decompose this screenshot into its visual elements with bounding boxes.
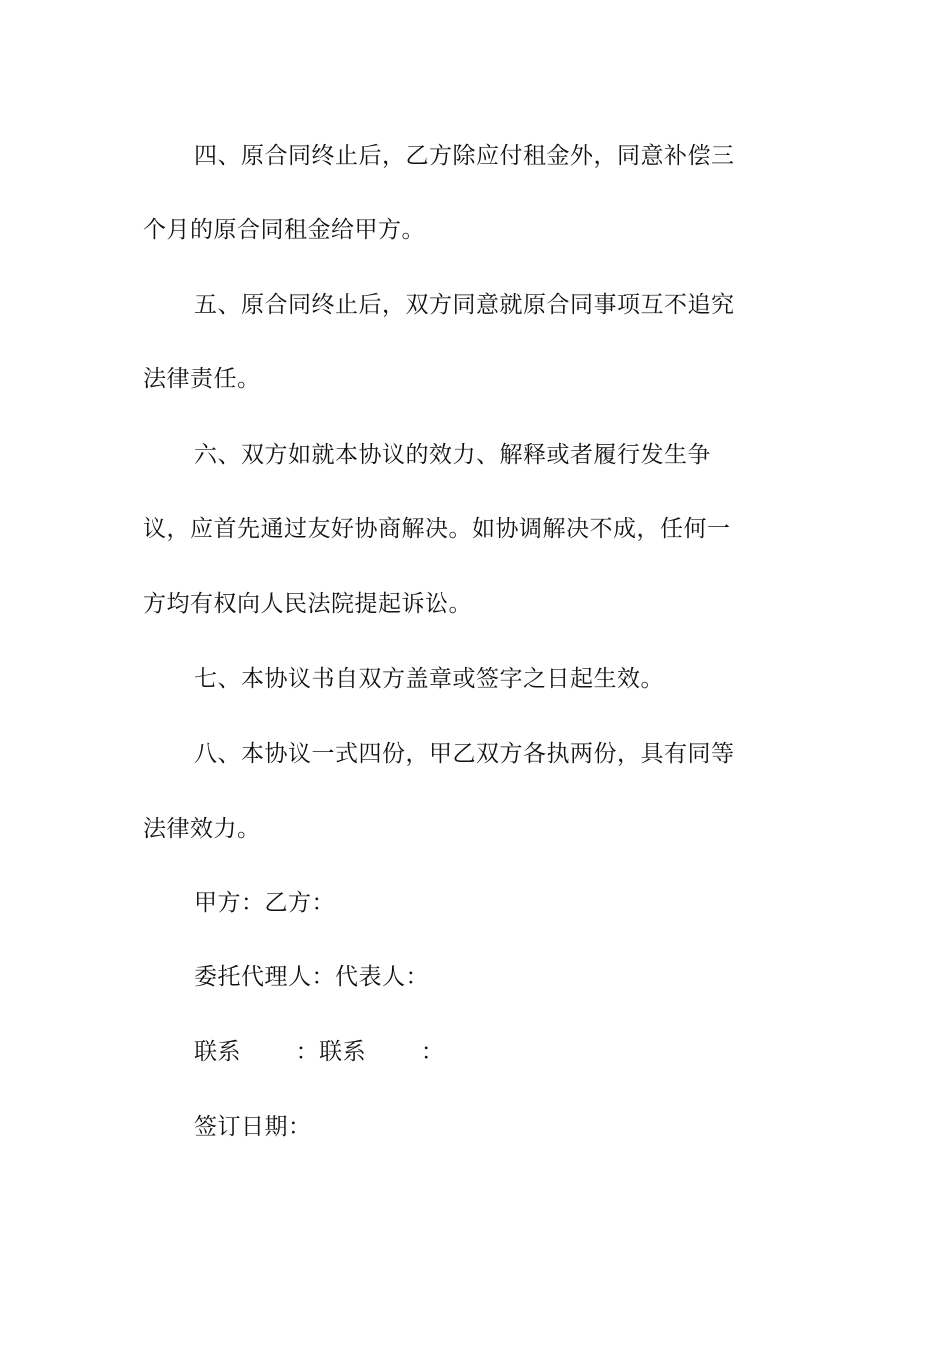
clause-4-line-1: 四、原合同终止后，乙方除应付租金外，同意补偿三 xyxy=(194,143,735,169)
clause-6-line-3: 方均有权向人民法院提起诉讼。 xyxy=(143,591,472,617)
clause-8-line-1: 八、本协议一式四份，甲乙双方各执两份，具有同等 xyxy=(194,741,735,767)
signature-date: 签订日期： xyxy=(194,1114,312,1140)
clause-7-line-1: 七、本协议书自双方盖章或签字之日起生效。 xyxy=(194,666,664,692)
clause-5-line-2: 法律责任。 xyxy=(143,366,261,392)
clause-4-line-2: 个月的原合同租金给甲方。 xyxy=(143,217,425,243)
clause-5-line-1: 五、原合同终止后，双方同意就原合同事项互不追究 xyxy=(194,292,735,318)
clause-8-line-2: 法律效力。 xyxy=(143,816,261,842)
clause-6-line-2: 议，应首先通过友好协商解决。如协调解决不成，任何一 xyxy=(143,516,731,542)
signature-parties: 甲方：乙方： xyxy=(194,890,335,916)
signature-contact: 联系 ：联系 ： xyxy=(194,1039,445,1065)
clause-6-line-1: 六、双方如就本协议的效力、解释或者履行发生争 xyxy=(194,442,711,468)
signature-agents: 委托代理人：代表人： xyxy=(194,964,429,990)
